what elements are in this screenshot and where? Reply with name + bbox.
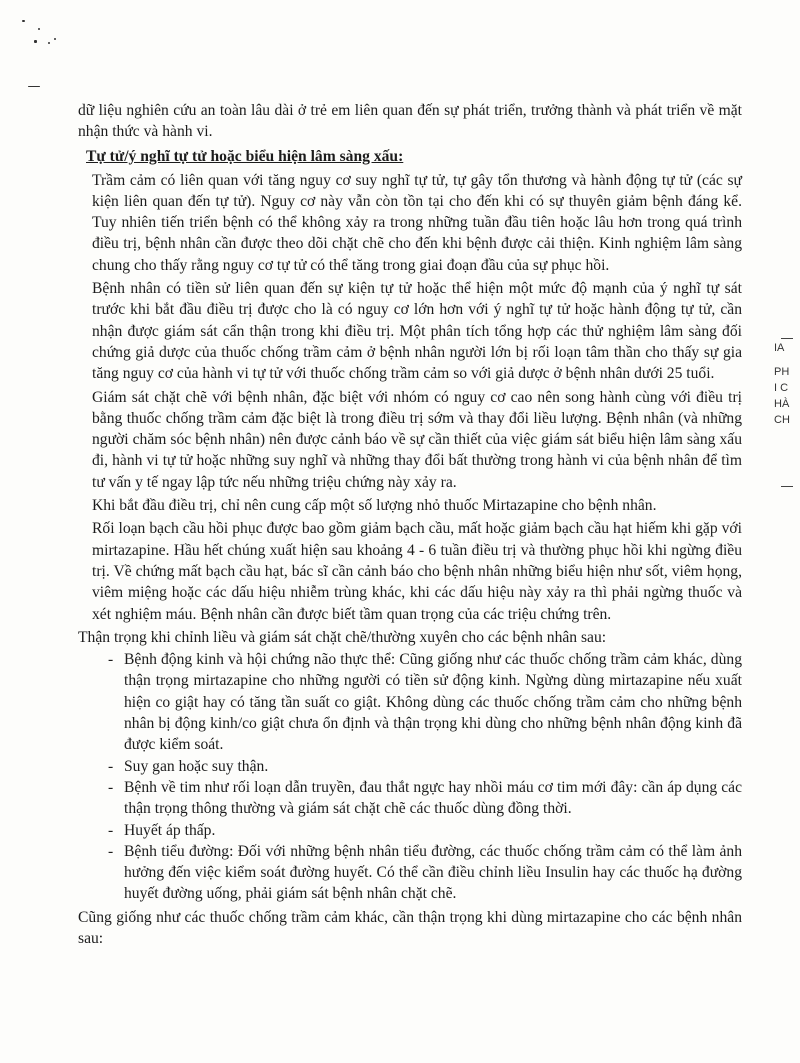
margin-fragments: [774, 340, 800, 428]
list-item-text: Bệnh về tim như rối loạn dẫn truyền, đau thắt ngực hay nhồi máu cơ tim mới đây: cần áp dụng các thận trọng thông thường và giám sát chặt chẽ các thuốc dùng đồng thời.: [124, 778, 742, 818]
margin-fragment: I C: [774, 382, 789, 394]
margin-fragment: HÀ: [774, 398, 790, 410]
paragraph-6: Thận trọng khi chỉnh liều và giám sát chặt chẽ/thường xuyên cho các bệnh nhân sau:: [78, 628, 607, 646]
edge-line: [781, 486, 793, 487]
list-marker: -: [108, 842, 114, 860]
list-item-text: Huyết áp thấp.: [124, 821, 216, 839]
document-page: [78, 100, 742, 949]
list-item-text: Suy gan hoặc suy thận.: [124, 757, 269, 775]
list-marker: -: [108, 651, 114, 669]
list-marker: -: [108, 757, 114, 775]
list-item-text: Bệnh động kinh và hội chứng não thực thể: Cũng giống như các thuốc chống trầm cảm khác, dùng thận trọng mirtazapine cho những người có tiền sử động kinh. Ngừng dùng mirtazapine nếu xuất hiện co giật hay có tăng tần suất co giật. Không dùng các thuốc chống trầm cảm cho những bệnh nhân bị động kinh/co giật chưa ổn định và thận trọng khi dùng cho những bệnh nhân động kinh đã được kiểm soát.: [124, 651, 742, 754]
paragraph-4: Khi bắt đầu điều trị, chỉ nên cung cấp một số lượng nhỏ thuốc Mirtazapine cho bệnh nhân.: [92, 497, 657, 515]
intro-text: dữ liệu nghiên cứu an toàn lâu dài ở trẻ em liên quan đến sự phát triển, trưởng thành và phát triển về mặt nhận thức và hành vi.: [78, 102, 742, 141]
list-item-text: Bệnh tiểu đường: Đối với những bệnh nhân tiểu đường, các thuốc chống trầm cảm có thể làm ảnh hưởng đến việc kiểm soát đường huyết. Có thể cần điều chỉnh liều Insulin hay các thuốc hạ đường huyết đường uống, phải giám sát bệnh nhân chặt chẽ.: [124, 842, 742, 903]
list-item: [78, 841, 742, 905]
edge-line: [781, 338, 793, 339]
list-marker: -: [108, 821, 114, 839]
list-marker: -: [108, 778, 114, 796]
paragraph-2: Bệnh nhân có tiền sử liên quan đến sự kiện tự tử hoặc thể hiện một mức độ mạnh của ý nghĩ tự sát trước khi bắt đầu điều trị được cho là có nguy cơ lớn hơn với ý nghĩ tự tử hoặc hành động tự tử, cần nhận được giám sát cẩn thận trong khi điều trị. Một phân tích tổng hợp các thử nghiệm lâm sàng đối chứng giả dược của thuốc chống trầm cảm ở bệnh nhân người lớn bị rối loạn tâm thần cho thấy sự gia tăng nguy cơ của hành vi tự tử với thuốc chống trầm cảm so với giả dược ở bệnh nhân dưới 25 tuổi.: [92, 280, 742, 383]
margin-fragment: PH: [774, 366, 790, 378]
margin-fragment: CH: [774, 414, 790, 426]
list-item: [78, 777, 742, 820]
paragraph-1: Trầm cảm có liên quan với tăng nguy cơ suy nghĩ tự tử, tự gây tổn thương và hành động tự tử (các sự kiện liên quan đến tự tử). Nguy cơ này vẫn còn tồn tại cho đến khi có sự thuyên giảm bệnh đáng kể. Tuy nhiên tiến triển bệnh có thể không xảy ra trong những tuần đầu tiên hoặc lâu hơn trong quá trình điều trị, bệnh nhân cần được theo dõi chặt chẽ cho đến khi bệnh được cải thiện. Kinh nghiệm lâm sàng chung cho thấy rằng nguy cơ tự tử có thể tăng trong giai đoạn đầu của sự phục hồi.: [92, 171, 742, 274]
section-heading: Tự tử/ý nghĩ tự tử hoặc biểu hiện lâm sàng xấu:: [86, 147, 404, 165]
paragraph-5: Rối loạn bạch cầu hồi phục được bao gồm giảm bạch cầu, mất hoặc giảm bạch cầu hạt hiếm khi gặp với mirtazapine. Hầu hết chúng xuất hiện sau khoảng 4 - 6 tuần điều trị và thường phục hồi khi ngừng điều trị. Về chứng mất bạch cầu hạt, bác sĩ cần cảnh báo cho bệnh nhân những biểu hiện như sốt, viêm họng, viêm miệng hoặc các dấu hiệu nhiễm trùng khác, khi các dấu hiệu này xảy ra thì phải ngừng thuốc và xét nghiệm máu. Bệnh nhân cần được biết tầm quan trọng của các triệu chứng trên.: [92, 520, 742, 623]
list-item: [78, 649, 742, 755]
list-item: [78, 820, 742, 841]
paragraph-3: Giám sát chặt chẽ với bệnh nhân, đặc biệt với nhóm có nguy cơ cao nên song hành cùng với điều trị bằng thuốc chống trầm cảm đặc biệt là trong điều trị sớm và thay đổi liều lượng. Bệnh nhân (và những người chăm sóc bệnh nhân) nên được cảnh báo về sự cần thiết của việc giám sát biểu hiện lâm sàng xấu đi, hành vi tự tử hoặc những suy nghĩ và những thay đổi bất thường trong hành vi của bệnh nhân để tìm tư vấn y tế ngay lập tức nếu những triệu chứng này xảy ra.: [92, 388, 742, 491]
margin-fragment: IA: [774, 342, 785, 354]
caution-list: [78, 649, 742, 905]
list-item: [78, 756, 742, 777]
closing-text: Cũng giống như các thuốc chống trầm cảm khác, cần thận trọng khi dùng mirtazapine cho các bệnh nhân sau:: [78, 908, 742, 947]
scan-specks: [14, 14, 74, 94]
